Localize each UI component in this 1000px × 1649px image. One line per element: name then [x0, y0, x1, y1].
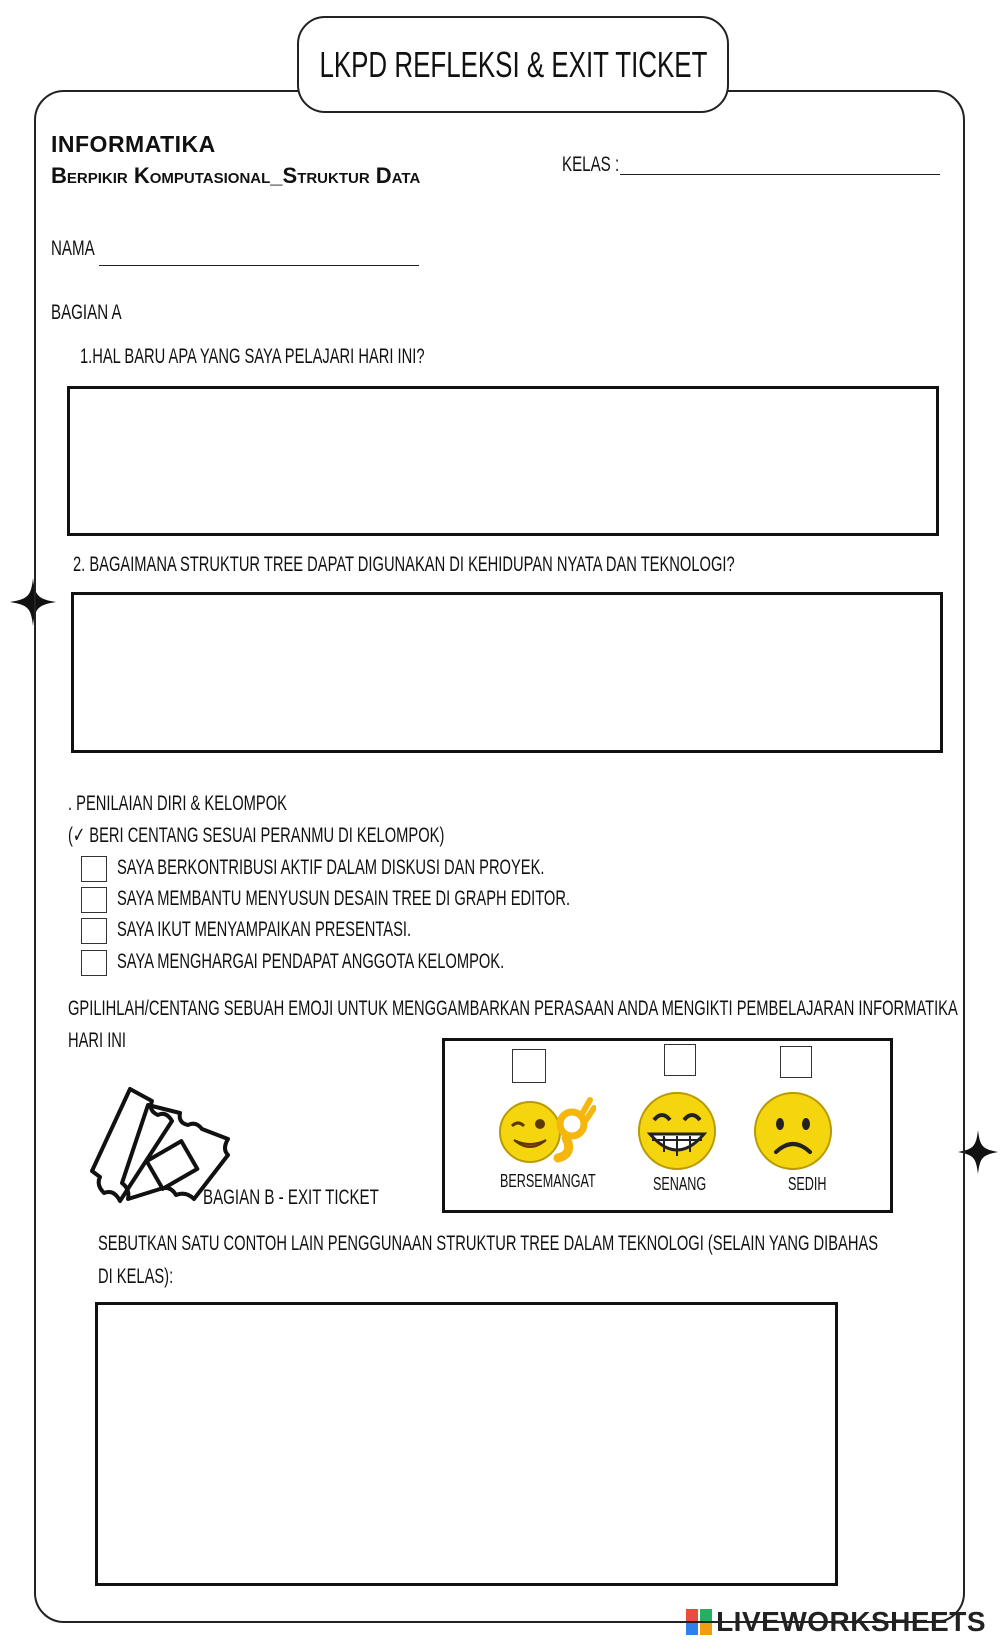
assessment-item-1-text: SAYA BERKONTRIBUSI AKTIF DALAM DISKUSI DAN PROYEK. [117, 856, 545, 879]
emoji-label-bersemangat-text: BERSEMANGAT [500, 1171, 596, 1191]
section-a-title [51, 301, 149, 325]
assessment-item-3 [117, 918, 537, 942]
assessment-item-3-text: SAYA IKUT MENYAMPAIKAN PRESENTASI. [117, 918, 412, 941]
emoji-question-line-1-text: GPILIHLAH/CENTANG SEBUAH EMOJI UNTUK MENGGAMBARKAN PERASAAN ANDA MENGIKTI PEMBELAJARAN INFORMATIKA [68, 997, 958, 1020]
assessment-instruction-text: (✓ BERI CENTANG SESUAI PERANMU DI KELOMPOK) [68, 824, 445, 847]
emoji-checkbox-sedih[interactable] [780, 1046, 812, 1078]
topic-text: Berpikir Komputasional_Struktur Data [51, 163, 421, 188]
assessment-instruction [68, 823, 606, 848]
assessment-checkbox-1[interactable] [81, 856, 107, 882]
answer-box-1[interactable] [67, 386, 939, 536]
winking-ok-emoji-icon[interactable] [496, 1094, 596, 1166]
assessment-title [68, 792, 381, 816]
topic-heading [51, 163, 420, 189]
emoji-checkbox-bersemangat[interactable] [512, 1049, 546, 1083]
name-input-line[interactable] [99, 265, 419, 266]
question-1 [80, 345, 572, 369]
emoji-label-senang [653, 1174, 729, 1195]
assessment-item-2-text: SAYA MEMBANTU MENYUSUN DESAIN TREE DI GRAPH EDITOR. [117, 887, 571, 910]
class-label-text: KELAS : [562, 153, 620, 176]
emoji-checkbox-senang[interactable] [664, 1044, 696, 1076]
brand-text: LIVEWORKSHEETS [716, 1606, 986, 1637]
emoji-question-line-1 [68, 997, 1000, 1021]
emoji-label-sedih [788, 1174, 843, 1195]
title-banner [297, 16, 729, 113]
brand-logo [686, 1606, 986, 1638]
page-title: LKPD REFLEKSI & EXIT TICKET [319, 43, 707, 85]
class-input-line[interactable] [620, 174, 940, 175]
section-b-question-line-1 [98, 1232, 1000, 1256]
assessment-item-1 [117, 856, 728, 880]
question-2-text: 2. BAGAIMANA STRUKTUR TREE DAPAT DIGUNAKAN DI KEHIDUPAN NYATA DAN TEKNOLOGI? [73, 553, 735, 576]
assessment-item-4 [117, 950, 670, 974]
assessment-checkbox-3[interactable] [81, 918, 107, 944]
assessment-item-2 [117, 887, 764, 911]
question-1-text: 1.HAL BARU APA YANG SAYA PELAJARI HARI INI? [80, 345, 425, 368]
sad-emoji-icon[interactable] [752, 1090, 834, 1172]
section-b-title [203, 1186, 447, 1210]
assessment-title-text: . PENILAIAN DIRI & KELOMPOK [68, 792, 287, 815]
liveworksheets-logo-icon [686, 1609, 712, 1635]
section-b-question-line-2 [98, 1265, 205, 1289]
name-label [51, 237, 112, 261]
assessment-item-4-text: SAYA MENGHARGAI PENDAPAT ANGGOTA KELOMPOK. [117, 950, 505, 973]
section-a-title-text: BAGIAN A [51, 301, 122, 324]
grinning-emoji-icon[interactable] [636, 1090, 718, 1172]
answer-box-exit-ticket[interactable] [95, 1302, 838, 1586]
subject-heading: INFORMATIKA [51, 131, 216, 157]
assessment-checkbox-2[interactable] [81, 887, 107, 913]
answer-box-2[interactable] [71, 592, 943, 753]
emoji-label-senang-text: SENANG [653, 1174, 707, 1194]
emoji-question-line-2 [68, 1029, 151, 1053]
section-b-question-line-2-text: DI KELAS): [98, 1265, 174, 1288]
section-b-title-text: BAGIAN B - EXIT TICKET [203, 1186, 379, 1209]
question-2 [73, 553, 1000, 577]
section-b-question-line-1-text: SEBUTKAN SATU CONTOH LAIN PENGGUNAAN STRUKTUR TREE DALAM TEKNOLOGI (SELAIN YANG DIBAHAS [98, 1232, 879, 1255]
assessment-checkbox-4[interactable] [81, 950, 107, 976]
name-label-text: NAMA [51, 237, 95, 260]
emoji-label-bersemangat [500, 1171, 637, 1192]
emoji-label-sedih-text: SEDIH [788, 1174, 827, 1194]
emoji-question-line-2-text: HARI INI [68, 1029, 126, 1052]
